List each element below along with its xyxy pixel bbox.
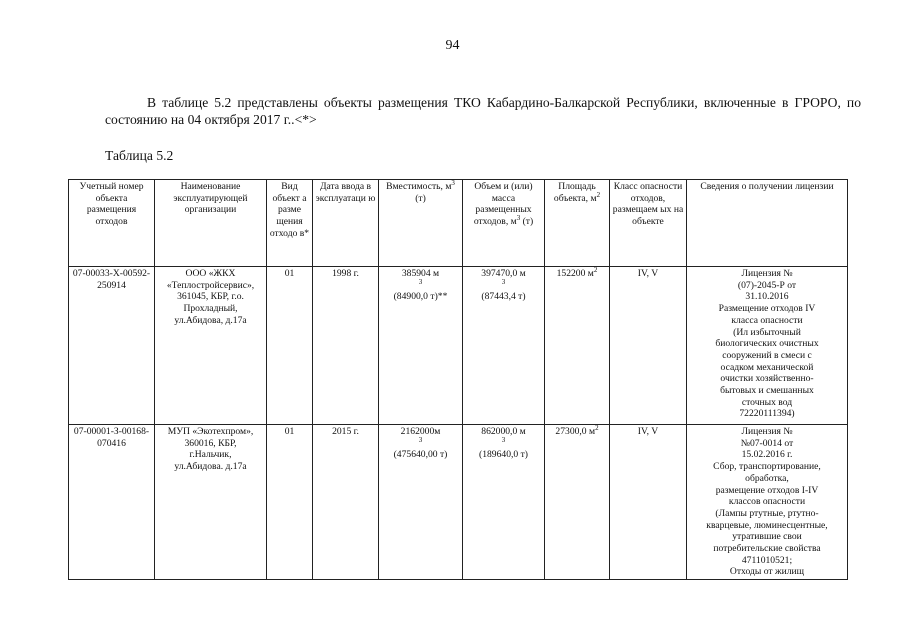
org-line: ул.Абидова, д.17а (174, 314, 247, 326)
intro-paragraph: В таблице 5.2 представлены объекты размещения ТКО Кабардино-Балкарской Республики, включенные в ГРОРО, по состоянию на 04 октября 2017 г..<*> (105, 95, 861, 127)
license-line: бытовых и смешанных (720, 385, 814, 397)
license-line: 31.10.2016 (745, 291, 789, 303)
license-line: потребительские свойства (713, 543, 821, 555)
cell-object-type: 01 (267, 267, 313, 425)
org-line: ООО «ЖКХ (185, 268, 236, 279)
volume-value: 862000,0 м (481, 426, 526, 437)
license-header-line (689, 268, 845, 291)
license-line: сооружений в смеси с (722, 349, 812, 361)
cell-capacity (379, 425, 463, 580)
header-area (545, 180, 610, 267)
waste-objects-table (68, 179, 848, 580)
org-line: 360016, КБР, (184, 437, 237, 449)
header-hazard-class: Класс опасности отходов, размещаем ых на объекте (610, 180, 687, 267)
license-header-line (689, 426, 845, 449)
capacity-sup: 3 (418, 435, 423, 444)
table-header-row (69, 180, 848, 267)
cell-organization (155, 425, 267, 580)
license-line: (Ил избыточный (733, 326, 801, 338)
capacity-sup: 3 (418, 277, 423, 286)
header-capacity-text: Вместимость, м (386, 181, 452, 192)
table-row (69, 267, 848, 425)
area-sup: 2 (593, 265, 598, 274)
header-license: Сведения о получении лицензии (687, 180, 848, 267)
cell-volume (463, 425, 545, 580)
cell-volume (463, 267, 545, 425)
license-line: осадком механической (720, 361, 814, 373)
table-row (69, 425, 848, 580)
volume-sup: 3 (501, 435, 506, 444)
license-line: Отходы от жилищ (729, 566, 805, 578)
cell-area (545, 267, 610, 425)
license-line: классов опасности (728, 496, 806, 508)
license-line: 15.02.2016 г. (741, 449, 793, 461)
header-area-sup: 2 (596, 190, 601, 199)
license-line: очистки хозяйственно- (720, 373, 814, 385)
header-volume-text: Объем и (или) масса размещенных отходов, м (473, 181, 533, 228)
org-line: МУП «Экотехпром», (167, 426, 254, 437)
license-line: утратившие свои (732, 531, 802, 543)
area-sup: 2 (595, 423, 599, 432)
cell-object-type: 01 (267, 425, 313, 580)
org-line: 361045, КБР, г.о. (177, 291, 244, 303)
capacity-mass: (84900,0 т)** (393, 291, 448, 303)
license-line: 4711010521; (741, 554, 793, 566)
header-reg-number: Учетный номер объекта размещения отходов (69, 180, 155, 267)
cell-reg-number: 07-00001-З-00168-070416 (69, 425, 155, 580)
cell-hazard-class: IV, V (610, 267, 687, 425)
cell-reg-number: 07-00033-Х-00592-250914 (69, 267, 155, 425)
capacity-mass: (475640,00 т) (393, 449, 448, 461)
license-line: обработка, (745, 472, 789, 484)
header-object-type: Вид объект а разме щения отходо в* (267, 180, 313, 267)
license-number: №07-0014 от (740, 437, 794, 449)
license-line: кварцевые, люминесцентные, (706, 519, 828, 531)
license-line: Размещение отходов IV (718, 303, 816, 315)
header-volume-sup: 3 (516, 213, 521, 222)
org-line: Прохладный, (183, 303, 238, 315)
license-line: (Лампы ртутные, ртутно- (715, 507, 819, 519)
license-number: (07)-2045-Р от (737, 279, 797, 291)
header-organization: Наименование эксплуатирующей организации (155, 180, 267, 267)
cell-hazard-class: IV, V (610, 425, 687, 580)
org-line: ул.Абидова. д.17а (174, 461, 247, 473)
capacity-volume (381, 268, 460, 291)
header-volume (463, 180, 545, 267)
cell-area (545, 425, 610, 580)
header-area-text: Площадь объекта, м (553, 181, 597, 204)
header-volume-suffix: (т) (520, 216, 534, 228)
cell-capacity (379, 267, 463, 425)
page-number: 94 (445, 38, 460, 53)
license-label: Лицензия № (741, 268, 793, 279)
header-capacity (379, 180, 463, 267)
license-label: Лицензия № (741, 426, 793, 437)
license-line: биологических очистных (715, 338, 819, 350)
capacity-value: 385904 м (401, 268, 440, 279)
cell-commission-date: 2015 г. (313, 425, 379, 580)
table-caption: Таблица 5.2 (105, 148, 174, 163)
header-commission-date: Дата ввода в эксплуатаци ю (313, 180, 379, 267)
volume-line (465, 426, 542, 449)
license-line: размещение отходов I-IV (715, 484, 819, 496)
cell-commission-date: 1998 г. (313, 267, 379, 425)
volume-mass: (189640,0 т) (479, 449, 528, 461)
volume-mass: (87443,4 т) (481, 291, 526, 303)
header-capacity-sup: 3 (451, 178, 455, 187)
area-value: 152200 м (556, 268, 594, 279)
area-value: 27300,0 м (555, 426, 596, 437)
volume-sup: 3 (501, 277, 506, 286)
license-line: сточных вод (741, 396, 793, 408)
volume-value: 397470,0 м (481, 268, 526, 279)
volume-line (465, 268, 542, 291)
cell-license (687, 267, 848, 425)
header-capacity-suffix: (т) (415, 192, 426, 204)
org-line: «Теплостройсервис», (166, 279, 255, 291)
capacity-value: 2162000м (400, 426, 441, 437)
capacity-volume (381, 426, 460, 449)
license-line: Сбор, транспортирование, (713, 461, 821, 473)
license-line: класса опасности (731, 314, 803, 326)
cell-license (687, 425, 848, 580)
cell-organization (155, 267, 267, 425)
license-line: 72220111394) (739, 408, 795, 420)
org-line: г.Нальчик, (189, 449, 232, 461)
